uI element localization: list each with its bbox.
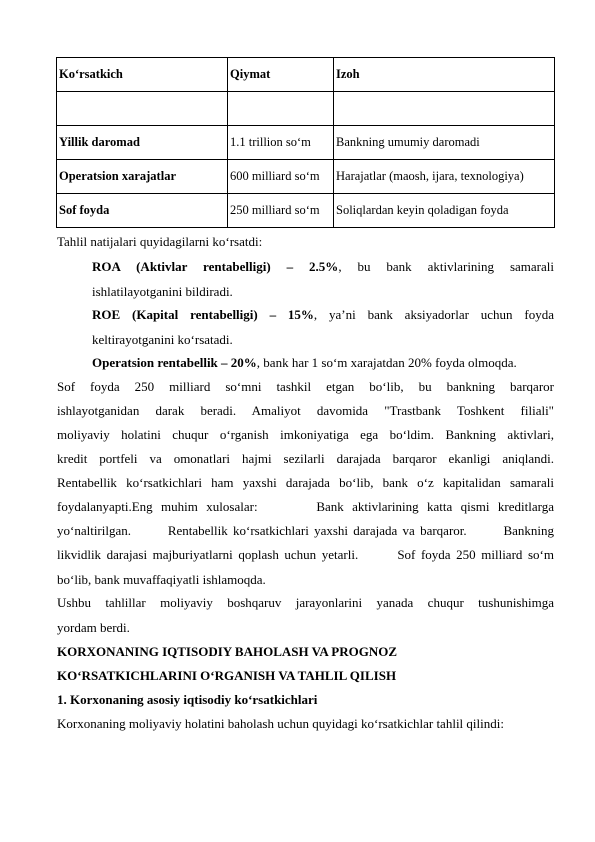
table-cell: Yillik daromad [57,126,228,160]
roe-line-2: keltirayotganini ko‘rsatadi. [92,332,233,347]
ushbu-line: Ushbu tahlillar moliyaviy boshqaruv jarayonlarini yanada chuqur tushunishimga [57,595,554,610]
paragraph-line: Rentabellik ko‘rsatkichlari ham yaxshi darajada bo‘lib, bank o‘z kapitalidan samarali [57,475,554,490]
table-cell [57,92,228,126]
section-heading-2: KO‘RSATKICHLARINI O‘RGANISH VA TAHLIL QILISH [57,668,397,683]
roa-text: , bu bank aktivlarining samarali [338,259,554,274]
roa-line-2: ishlatilayotganini bildiradi. [92,284,233,299]
oper-text: , bank har 1 so‘m xarajatdan 20% foyda olmoqda. [256,355,517,370]
table-cell: 250 milliard so‘m [228,194,334,228]
paragraph-line: kredit portfeli va omonatlari hajmi sezilarli darajada barqaror ekanligi aniqlandi. [57,451,554,466]
indicators-table [56,57,555,228]
table-header-cell: Ko‘rsatkich [57,58,228,92]
closing-line: Korxonaning moliyaviy holatini baholash uchun quyidagi ko‘rsatkichlar tahlil qilindi: [57,716,504,731]
table-empty-row [57,92,555,126]
intro-text: Tahlil natijalari quyidagilarni ko‘rsatdi: [57,234,263,249]
table-cell: Bankning umumiy daromadi [334,126,555,160]
paragraph-line: likvidlik darajasi majburiyatlarni qoplash uchun yetarli. Sof foyda 250 milliard so‘m [57,547,554,562]
oper-line [92,355,554,371]
paragraph-line-last: bo‘lib, bank muvaffaqiyatli ishlamoqda. [57,572,266,587]
table-cell: 600 milliard so‘m [228,160,334,194]
sub-heading: 1. Korxonaning asosiy iqtisodiy ko‘rsatkichlari [57,692,318,707]
table-cell: 1.1 trillion so‘m [228,126,334,160]
paragraph-line: foydalanyapti.Eng muhim xulosalar: Bank aktivlarining katta qismi kreditlarga [57,499,554,514]
table-header-cell: Qiymat [228,58,334,92]
table-cell: Soliqlardan keyin qoladigan foyda [334,194,555,228]
paragraph-line: moliyaviy holatini chuqur o‘rganish imkoniyatiga ega bo‘ldim. Bankning aktivlari, [57,427,554,442]
section-heading: KORXONANING IQTISODIY BAHOLASH VA PROGNOZ [57,644,397,659]
table-header-row [57,58,555,92]
paragraph-line: yo‘naltirilgan. Rentabellik ko‘rsatkichlari yaxshi darajada va barqaror. Bankning [57,523,554,538]
oper-label: Operatsion rentabellik – 20% [92,355,257,370]
roa-label: ROA (Aktivlar rentabelligi) – 2.5% [92,259,339,274]
ushbu-line-last: yordam berdi. [57,620,130,635]
table-cell: Operatsion xarajatlar [57,160,228,194]
roe-text: , ya’ni bank aksiyadorlar uchun foyda [313,307,554,322]
roe-label: ROE (Kapital rentabelligi) – 15% [92,307,314,322]
table-row [57,194,555,228]
table-cell: Sof foyda [57,194,228,228]
paragraph-line: ishlayotganidan darak beradi. Amaliyot davomida "Trastbank Toshkent filiali" [57,403,554,418]
table-cell [334,92,555,126]
paragraph-line: Sof foyda 250 milliard so‘mni tashkil etgan bo‘lib, bu bankning barqaror [57,379,554,394]
roa-line [92,259,554,275]
table-cell: Harajatlar (maosh, ijara, texnologiya) [334,160,555,194]
table-cell [228,92,334,126]
table-row [57,160,555,194]
table-row [57,126,555,160]
roe-line [92,307,554,323]
table-header-cell: Izoh [334,58,555,92]
